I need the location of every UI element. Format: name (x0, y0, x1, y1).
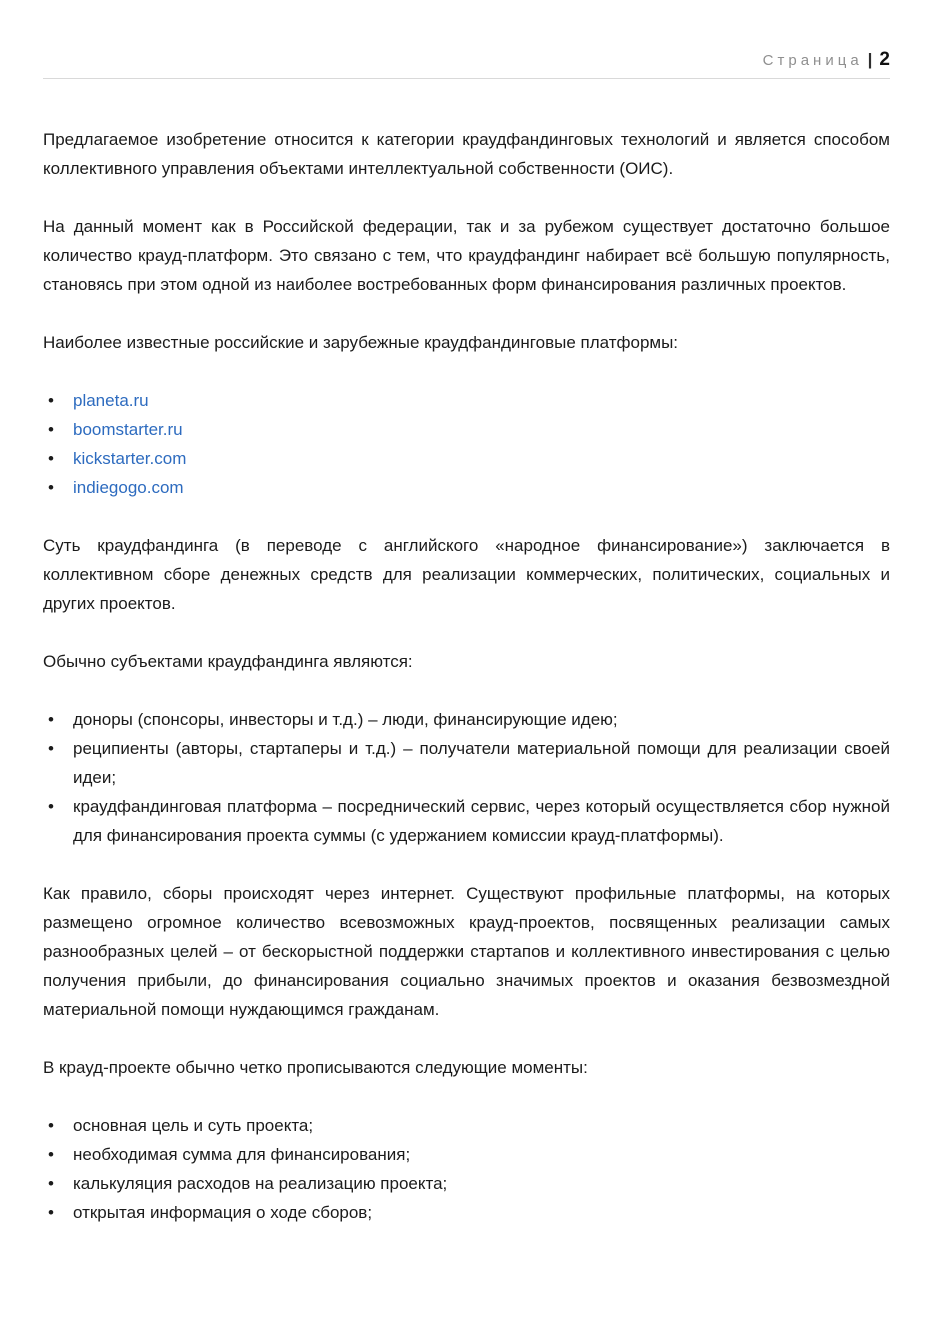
list-item (43, 473, 890, 502)
header-rule (43, 78, 890, 79)
paragraph-8: Как правило, сборы происходят через интернет. Существуют профильные платформы, на которых размещено огромное количество всевозможных крауд-проектов, посвященных реализации самых разнообразных целей – от бескорыстной поддержки стартапов и коллективного инвестирования с целью получения прибыли, до финансирования социально значимых проектов и оказания безвозмездной материальной помощи нуждающимся гражданам. (43, 884, 890, 1019)
document-body (43, 125, 890, 1227)
bullet-list (43, 1111, 890, 1227)
list-item: • краудфандинговая платформа – посреднический сервис, через который осуществляется сбор нужной для финансирования проекта суммы (с удержанием комиссии крауд-платформы). (43, 792, 890, 850)
paragraph-9: В крауд-проекте обычно четко прописываются следующие моменты: (43, 1058, 588, 1077)
platform-link[interactable]: indiegogo.com (73, 478, 184, 497)
page-header-separator: | (867, 50, 873, 69)
paragraph-6: Обычно субъектами краудфандинга являются: (43, 652, 413, 671)
list-item: • доноры (спонсоры, инвесторы и т.д.) – люди, финансирующие идею; (43, 705, 890, 734)
bullet-list (43, 705, 890, 850)
page-header-label: Страница (762, 52, 863, 69)
list-item (43, 415, 890, 444)
paragraph-1: Предлагаемое изобретение относится к категории краудфандинговых технологий и является способом коллективного управления объектами интеллектуальной собственности (ОИС). (43, 130, 890, 178)
paragraph-3: Наиболее известные российские и зарубежные краудфандинговые платформы: (43, 333, 679, 352)
list-item (43, 386, 890, 415)
platform-link[interactable]: boomstarter.ru (73, 420, 183, 439)
list-item: • основная цель и суть проекта; (43, 1111, 890, 1140)
list-item: • необходимая сумма для финансирования; (43, 1140, 890, 1169)
list-item (43, 444, 890, 473)
list-item: • калькуляция расходов на реализацию проекта; (43, 1169, 890, 1198)
paragraph-5: Суть краудфандинга (в переводе с английского «народное финансирование») заключается в коллективном сборе денежных средств для реализации коммерческих, политических, социальных и других проектов. (43, 536, 890, 613)
platform-link[interactable]: planeta.ru (73, 391, 149, 410)
paragraph-2: На данный момент как в Российской федерации, так и за рубежом существует достаточно большое количество крауд-платформ. Это связано с тем, что краудфандинг набирает всё большую популярность, становясь при этом одной из наиболее востребованных форм финансирования различных проектов. (43, 217, 890, 294)
platform-link[interactable]: kickstarter.com (73, 449, 187, 468)
list-item: • реципиенты (авторы, стартаперы и т.д.) – получатели материальной помощи для реализации своей идеи; (43, 734, 890, 792)
page-header (43, 50, 890, 71)
platform-link-list (43, 386, 890, 502)
page-number: 2 (879, 49, 890, 70)
list-item: • открытая информация о ходе сборов; (43, 1198, 890, 1227)
